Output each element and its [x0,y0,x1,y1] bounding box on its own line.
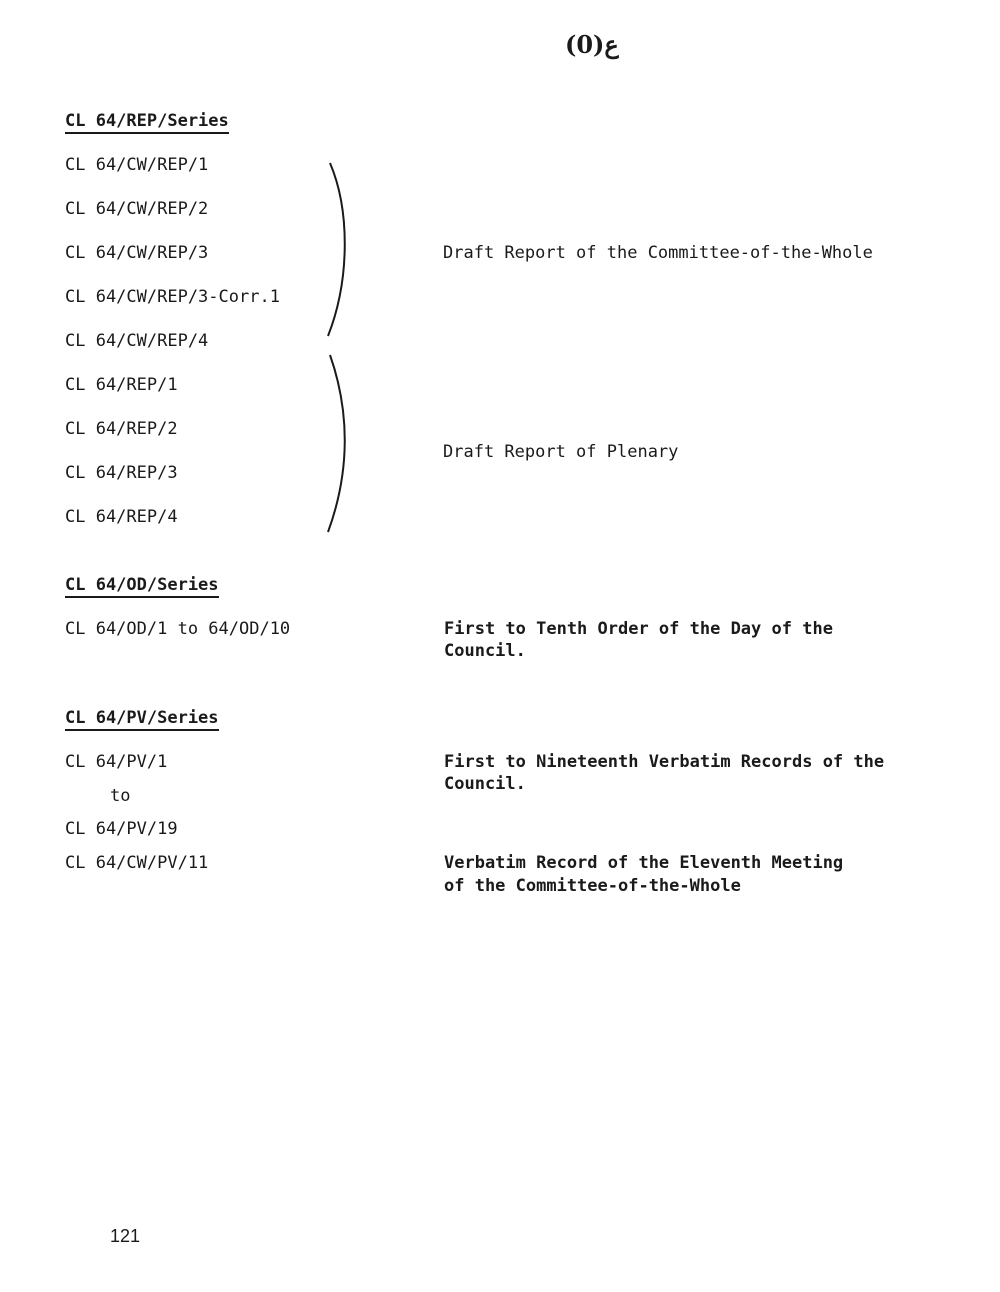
pv-desc-line1: First to Nineteenth Verbatim Records of the [444,752,885,772]
rep-item: CL 64/CW/REP/3 [65,243,209,263]
desc-plenary-report: Draft Report of Plenary [443,442,679,462]
pv-cw-item: CL 64/CW/PV/11 [65,853,209,873]
rep-item: CL 64/CW/REP/3-Corr.1 [65,287,280,307]
pv-desc-line2: Council. [444,774,526,794]
pv-cw-desc-line2: of the Committee-of-the-Whole [444,876,741,896]
od-item: CL 64/OD/1 to 64/OD/10 [65,619,291,639]
pv-item-from: CL 64/PV/1 [65,752,168,772]
od-desc-line1: First to Tenth Order of the Day of the [444,619,833,639]
rep-item: CL 64/REP/1 [65,375,178,395]
rep-item: CL 64/REP/2 [65,419,178,439]
rep-item: CL 64/CW/REP/1 [65,155,209,175]
rep-series-header: CL 64/REP/Series [65,111,229,134]
rep-item: CL 64/REP/3 [65,463,178,483]
pv-cw-desc-line1: Verbatim Record of the Eleventh Meeting [444,853,844,873]
pv-series-header: CL 64/PV/Series [65,708,219,731]
reference-mark: (0)ع [565,30,619,59]
desc-committee-report: Draft Report of the Committee-of-the-Whole [443,243,873,263]
rep-item: CL 64/REP/4 [65,507,178,527]
pv-item-to: CL 64/PV/19 [65,819,178,839]
od-series-header: CL 64/OD/Series [65,575,219,598]
page-number: 121 [110,1226,141,1246]
od-desc-line2: Council. [444,641,526,661]
rep-item: CL 64/CW/REP/2 [65,199,209,219]
pv-item-to-word: to [110,786,131,806]
rep-item: CL 64/CW/REP/4 [65,331,209,351]
bracket-group-plenary [320,352,360,542]
